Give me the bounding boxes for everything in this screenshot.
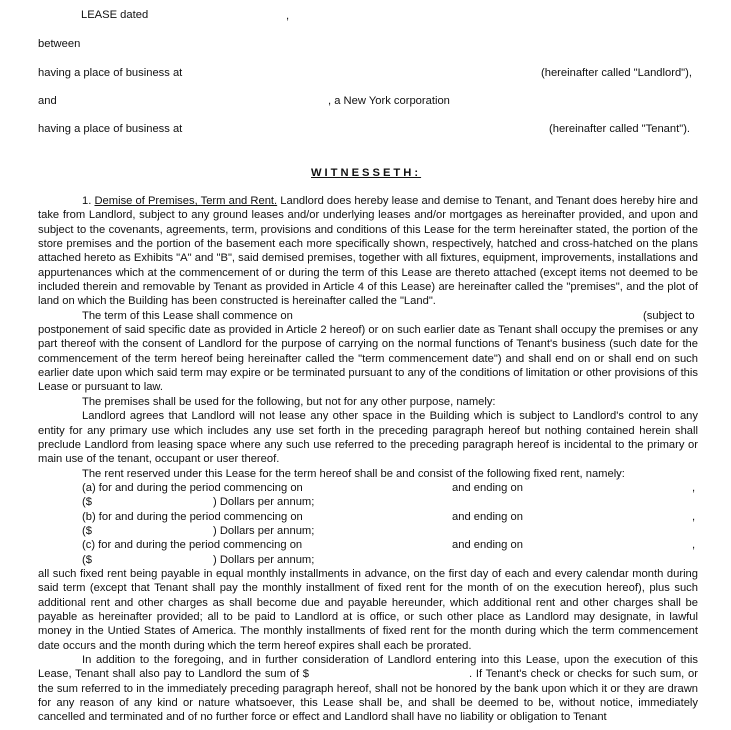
rent-amount-row-c [38,553,698,567]
paragraph-number: 1. [82,195,92,207]
rent-row-a [38,481,698,495]
rent-amount-row-a [38,495,698,509]
rent-ending-label: and ending on [452,539,523,552]
rent-comma: , [692,510,696,523]
paragraph-consideration [38,653,698,725]
rent-row-c [38,538,698,552]
lease-dated-label: LEASE dated [81,9,149,21]
paragraph-exclusive: Landlord agrees that Landlord will not lease any other space in the Building which is subject to Landlord's control to any entity for any primary use which includes any use set forth in the preceding paragraph hereof but nothing contained herein shall preclude Landlord from leasing space where any such use referred to the preceding paragraph hereof is incidental to the primary or main use of the tenant, occupant or user thereof. [38,410,698,466]
date-comma: , [286,10,290,22]
rent-period-label: (b) for and during the period commencing on [82,510,303,523]
rent-comma: , [692,539,696,552]
rent-period-label: (a) for and during the period commencing on [82,481,303,494]
consideration-text: . If Tenant's check or checks for such sum, or the sum referred to in the immediately preceding paragraph hereof, shall not be honored by the bank upon which it or they are drawn for any reason of any kind or nature whatsoever, this Lease shall be, and shall be deemed to be, without notice, immediately cancelled and terminated and of no further force or effect and Landlord shall have no liability or obligation to Tenant [38,668,698,724]
demise-text: Landlord does hereby lease and demise to Tenant, and Tenant does hereby hire and take from Landlord, subject to any ground leases and/or underlying leases and/or mortgages as hereinafter provided, and upon and subject to the covenants, agreements, term, provisions and conditions of this Lease for the term hereinafter stated, the portion of the store premises and the portion of the basement each more specifically shown, respectively, hatched and cross-hatched on the plans attached hereto as Exhibits "A" and "B", said demised premises, together with all fixtures, equipment, improvements, installations and appurtenances which at the commencement of or during the term of this Lease are thereto attached (except items not deemed to be included therein and removable by Tenant as provided in Article 4 of this Lease) are hereinafter called the "premises", and the plot of land on which the Building has been constructed is hereinafter called the "Land". [38,195,699,308]
term-commence-row [38,309,698,323]
term-commence-label: The term of this Lease shall commence on [82,309,293,322]
rent-per-annum: ) Dollars per annum; [213,553,315,566]
tenant-place-label: having a place of business at [38,123,183,135]
rent-ending-label: and ending on [452,510,523,523]
paragraph-term: postponement of said specific date as provided in Article 2 hereof) or on such earlier date as Tenant shall occupy the premises or any part thereof with the consent of Landlord for the purpose of carrying on the normal functions of Tenant's business (such date for the commencement of the term hereof being hereinafter called the "term commencement date") and shall end on or shall end on such earlier date upon which said term may expire or be terminated pursuant to any of the conditions of limitation or other provisions of this Lease or pursuant to law. [38,324,698,394]
rent-row-b [38,510,698,524]
between-label: between [38,38,81,50]
landlord-called-label: (hereinafter called "Landlord"), [541,67,692,79]
rent-dollar-sign: ($ [82,496,92,509]
demise-heading: Demise of Premises, Term and Rent. [94,195,278,207]
consideration-start: In addition to the foregoing, and in further consideration of Landlord entering into this Lease, upon the execution of this Lease, Tenant shall also pay to Landlord the sum of $ [38,654,698,681]
lease-body [38,194,698,725]
rent-per-annum: ) Dollars per annum; [213,496,315,509]
subject-to-label: (subject to [643,309,695,322]
witnesseth-heading: WITNESSETH: [311,167,422,179]
rent-dollar-sign: ($ [82,553,92,566]
rent-amount-row-b [38,524,698,538]
rent-comma: , [692,481,696,494]
tenant-called-label: (hereinafter called "Tenant"). [549,123,691,135]
ny-corporation-label: , a New York corporation [328,95,450,107]
paragraph-rent: The rent reserved under this Lease for the term hereof shall be and consist of the following fixed rent, namely: [82,467,625,480]
rent-per-annum: ) Dollars per annum; [213,524,315,537]
and-label: and [38,95,57,107]
rent-dollar-sign: ($ [82,524,92,537]
paragraph-use: The premises shall be used for the following, but not for any other purpose, namely: [82,395,496,408]
paragraph-demise [38,194,698,309]
paragraph-payment: all such fixed rent being payable in equal monthly installments in advance, on the first day of each and every calendar month during said term (except that Tenant shall pay the monthly installment of fixed rent for the month of on the execution hereof), plus such additional rent and other charges as shall become due and payable hereunder, which additional rent and other charges shall be payable as hereinafter provided; all to be paid to Landlord at is office, or such other place as Landlord may designate, in lawful money in the Untied States of America. The monthly installments of fixed rent for the month during which the term commencement date occurs and the month during which the term hereof expires shall each be prorated. [38,567,698,652]
rent-ending-label: and ending on [452,481,523,494]
landlord-place-label: having a place of business at [38,67,183,79]
rent-period-label: (c) for and during the period commencing on [82,539,303,552]
